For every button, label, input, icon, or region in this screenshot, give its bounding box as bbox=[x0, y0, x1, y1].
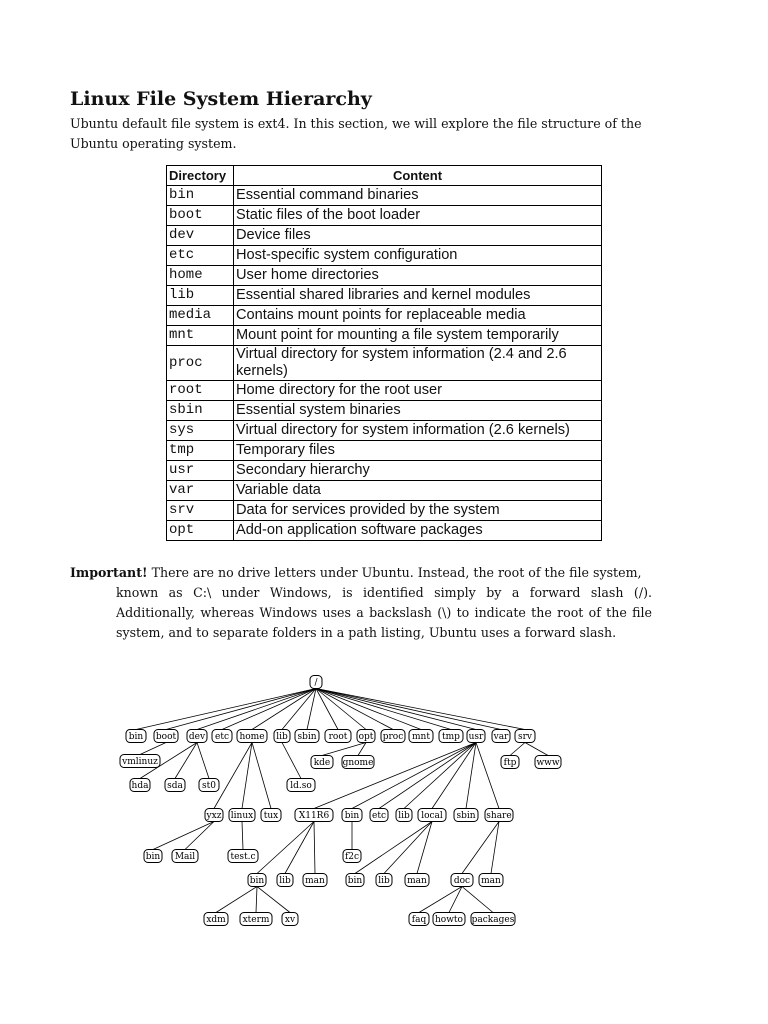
tree-connector bbox=[462, 887, 493, 913]
tree-node-linux bbox=[229, 809, 255, 822]
directory-cell: etc bbox=[167, 246, 234, 266]
tree-node-l-bin bbox=[346, 874, 364, 887]
tree-node-etc bbox=[212, 730, 232, 743]
table-row bbox=[167, 441, 602, 461]
table-row bbox=[167, 501, 602, 521]
tree-connector bbox=[510, 743, 525, 756]
content-cell: Add-on application software packages bbox=[234, 521, 602, 541]
table-row bbox=[167, 246, 602, 266]
table-row bbox=[167, 266, 602, 286]
tree-connector bbox=[462, 822, 499, 874]
content-cell: Mount point for mounting a file system temporarily bbox=[234, 326, 602, 346]
table-row bbox=[167, 286, 602, 306]
directory-cell: srv bbox=[167, 501, 234, 521]
tree-node-www bbox=[535, 756, 561, 769]
directory-cell: mnt bbox=[167, 326, 234, 346]
tree-node-howto bbox=[433, 913, 465, 926]
tree-node-label: srv bbox=[517, 732, 533, 743]
table-row bbox=[167, 381, 602, 401]
tree-node-gnome bbox=[342, 756, 374, 769]
tree-node-label: man bbox=[407, 876, 427, 887]
tree-node-x11r6 bbox=[295, 809, 333, 822]
tree-node-yxz-bin bbox=[144, 850, 162, 863]
directory-cell: bin bbox=[167, 186, 234, 206]
table-body bbox=[167, 186, 602, 541]
tree-node-hda bbox=[130, 779, 150, 792]
directory-cell: lib bbox=[167, 286, 234, 306]
directory-table bbox=[166, 165, 602, 541]
directory-cell: root bbox=[167, 381, 234, 401]
tree-connector bbox=[491, 822, 499, 874]
directory-cell: tmp bbox=[167, 441, 234, 461]
table-row bbox=[167, 521, 602, 541]
tree-node-label: howto bbox=[435, 915, 463, 926]
tree-node-label: st0 bbox=[202, 781, 216, 792]
tree-connector bbox=[242, 743, 252, 809]
important-text-rest: known as C:\ under Windows, is identified simply by a forward slash (/). Additionally, whereas Windows uses a backslash (\) to indicate the root of the file system, and to separate folders in a path listing, Ubuntu uses a forward slash. bbox=[116, 585, 652, 640]
tree-node-mnt bbox=[409, 730, 433, 743]
directory-cell: boot bbox=[167, 206, 234, 226]
directory-cell: sbin bbox=[167, 401, 234, 421]
tree-node-l-lib bbox=[376, 874, 392, 887]
content-cell: Host-specific system configuration bbox=[234, 246, 602, 266]
table-row bbox=[167, 481, 602, 501]
tree-connector bbox=[256, 887, 257, 913]
tree-node-label: lib bbox=[378, 876, 390, 887]
tree-node-label: man bbox=[481, 876, 501, 887]
tree-node-s-man bbox=[479, 874, 503, 887]
tree-node-root-dir bbox=[325, 730, 351, 743]
table-row bbox=[167, 421, 602, 441]
table-row bbox=[167, 401, 602, 421]
table-row bbox=[167, 461, 602, 481]
tree-node-home bbox=[237, 730, 267, 743]
tree-connector bbox=[316, 689, 451, 730]
tree-node-xdm bbox=[204, 913, 228, 926]
tree-node-label: X11R6 bbox=[298, 811, 330, 822]
tree-node-label: tmp bbox=[442, 732, 460, 743]
content-cell: Data for services provided by the system bbox=[234, 501, 602, 521]
tree-connector bbox=[476, 743, 499, 809]
tree-node-var bbox=[492, 730, 510, 743]
tree-connector bbox=[316, 689, 421, 730]
tree-connector bbox=[316, 689, 393, 730]
content-cell: Virtual directory for system information (2.6 kernels) bbox=[234, 421, 602, 441]
tree-node-label: tux bbox=[263, 811, 279, 822]
directory-cell: proc bbox=[167, 346, 234, 381]
table-row bbox=[167, 326, 602, 346]
tree-node-label: lib bbox=[276, 732, 288, 743]
tree-node-label: bin bbox=[128, 732, 144, 743]
tree-node-label: root bbox=[328, 732, 348, 743]
directory-cell: opt bbox=[167, 521, 234, 541]
tree-node-label: sbin bbox=[297, 732, 317, 743]
tree-connector bbox=[252, 689, 316, 730]
tree-connector bbox=[175, 743, 197, 779]
column-header-content: Content bbox=[234, 166, 602, 186]
tree-connector bbox=[185, 822, 214, 850]
tree-node-usr-bin bbox=[342, 809, 362, 822]
tree-node-proc bbox=[381, 730, 405, 743]
tree-node-label: bin bbox=[347, 876, 363, 887]
content-cell: Essential command binaries bbox=[234, 186, 602, 206]
content-cell: Contains mount points for replaceable media bbox=[234, 306, 602, 326]
tree-node-local bbox=[418, 809, 446, 822]
tree-node-label: opt bbox=[358, 732, 374, 743]
tree-node-label: proc bbox=[382, 732, 404, 743]
tree-node-label: etc bbox=[372, 811, 386, 822]
tree-node-label: mnt bbox=[412, 732, 430, 743]
table-row bbox=[167, 226, 602, 246]
tree-connector bbox=[352, 743, 476, 809]
table-row bbox=[167, 346, 602, 381]
tree-connector bbox=[222, 689, 316, 730]
tree-node-label: gnome bbox=[342, 758, 374, 769]
content-cell: Variable data bbox=[234, 481, 602, 501]
tree-node-root bbox=[310, 676, 322, 689]
tree-node-usr bbox=[467, 730, 485, 743]
content-cell: Temporary files bbox=[234, 441, 602, 461]
tree-node-label: boot bbox=[155, 732, 177, 743]
tree-node-label: ftp bbox=[503, 758, 517, 769]
important-label: Important! bbox=[70, 565, 148, 580]
tree-node-test-c bbox=[228, 850, 258, 863]
tree-connector bbox=[316, 689, 525, 730]
table-row bbox=[167, 186, 602, 206]
tree-connector bbox=[252, 743, 271, 809]
tree-node-tux bbox=[261, 809, 281, 822]
tree-node-label: Mail bbox=[174, 852, 196, 863]
tree-connector bbox=[316, 689, 476, 730]
tree-node-xterm bbox=[240, 913, 272, 926]
tree-connector bbox=[257, 822, 314, 874]
tree-connector bbox=[307, 689, 316, 730]
tree-node-label: test.c bbox=[230, 852, 256, 863]
tree-connector bbox=[466, 743, 476, 809]
column-header-directory: Directory bbox=[167, 166, 234, 186]
tree-node-usr-lib bbox=[396, 809, 412, 822]
tree-node-tmp bbox=[439, 730, 463, 743]
tree-connector bbox=[216, 887, 257, 913]
tree-connector bbox=[140, 743, 166, 755]
tree-node-usr-etc bbox=[370, 809, 388, 822]
tree-node-label: bin bbox=[344, 811, 360, 822]
tree-connector bbox=[432, 743, 476, 809]
tree-node-mail bbox=[172, 850, 198, 863]
tree-node-label: faq bbox=[411, 915, 427, 926]
content-cell: Secondary hierarchy bbox=[234, 461, 602, 481]
content-cell: User home directories bbox=[234, 266, 602, 286]
tree-node-sbin bbox=[295, 730, 319, 743]
important-text-first: There are no drive letters under Ubuntu. Instead, the root of the file system, bbox=[151, 565, 642, 580]
tree-node-label: / bbox=[314, 678, 318, 689]
table-header-row bbox=[167, 166, 602, 186]
tree-connector bbox=[316, 689, 501, 730]
directory-cell: usr bbox=[167, 461, 234, 481]
tree-connector bbox=[214, 743, 252, 809]
tree-node-label: share bbox=[486, 811, 512, 822]
tree-node-share bbox=[485, 809, 513, 822]
tree-node-label: var bbox=[493, 732, 509, 743]
content-cell: Virtual directory for system information (2.4 and 2.6 kernels) bbox=[234, 346, 602, 381]
tree-node-label: home bbox=[239, 732, 265, 743]
tree-node-label: bin bbox=[145, 852, 161, 863]
tree-node-label: sbin bbox=[456, 811, 476, 822]
tree-node-opt bbox=[357, 730, 375, 743]
tree-node-ftp bbox=[501, 756, 519, 769]
tree-node-x-bin bbox=[248, 874, 266, 887]
tree-connector bbox=[314, 822, 315, 874]
tree-node-xv bbox=[282, 913, 298, 926]
tree-node-label: kde bbox=[313, 758, 331, 769]
tree-node-label: vmlinuz bbox=[122, 757, 158, 768]
content-cell: Essential system binaries bbox=[234, 401, 602, 421]
tree-connector bbox=[314, 743, 476, 809]
tree-node-usr-sbin bbox=[454, 809, 478, 822]
intro-paragraph: Ubuntu default file system is ext4. In this section, we will explore the file structure of the Ubuntu operating system. bbox=[70, 116, 642, 151]
tree-node-label: f2c bbox=[344, 852, 360, 863]
tree-connector bbox=[282, 743, 301, 779]
content-cell: Essential shared libraries and kernel modules bbox=[234, 286, 602, 306]
directory-cell: media bbox=[167, 306, 234, 326]
tree-node-sda bbox=[165, 779, 185, 792]
tree-node-yxz bbox=[205, 809, 223, 822]
tree-node-label: xdm bbox=[206, 915, 226, 926]
directory-cell: sys bbox=[167, 421, 234, 441]
tree-connector bbox=[379, 743, 476, 809]
tree-node-label: xv bbox=[284, 915, 296, 926]
tree-node-label: linux bbox=[230, 811, 254, 822]
tree-node-label: man bbox=[305, 876, 325, 887]
tree-node-label: yxz bbox=[206, 811, 222, 822]
tree-node-faq bbox=[409, 913, 429, 926]
tree-node-label: sda bbox=[167, 781, 183, 792]
tree-connector bbox=[197, 689, 316, 730]
tree-node-label: lib bbox=[398, 811, 410, 822]
tree-connector bbox=[136, 689, 316, 730]
content-cell: Home directory for the root user bbox=[234, 381, 602, 401]
directory-cell: var bbox=[167, 481, 234, 501]
tree-nodes bbox=[120, 676, 561, 926]
tree-node-packages bbox=[471, 913, 515, 926]
tree-node-label: etc bbox=[215, 732, 229, 743]
tree-connector bbox=[197, 743, 209, 779]
tree-node-label: www bbox=[536, 758, 560, 769]
tree-node-srv bbox=[515, 730, 535, 743]
tree-node-label: lib bbox=[279, 876, 291, 887]
content-cell: Device files bbox=[234, 226, 602, 246]
directory-cell: home bbox=[167, 266, 234, 286]
tree-connector bbox=[355, 822, 432, 874]
important-note bbox=[70, 563, 652, 643]
tree-node-doc bbox=[451, 874, 473, 887]
tree-node-label: local bbox=[421, 811, 443, 822]
tree-connector bbox=[242, 822, 243, 850]
tree-node-boot bbox=[154, 730, 178, 743]
tree-node-label: dev bbox=[188, 732, 206, 743]
tree-node-label: bin bbox=[249, 876, 265, 887]
tree-node-label: usr bbox=[468, 732, 484, 743]
tree-node-x-man bbox=[303, 874, 327, 887]
content-cell: Static files of the boot loader bbox=[234, 206, 602, 226]
tree-node-x-lib bbox=[277, 874, 293, 887]
tree-node-ld-so bbox=[287, 779, 315, 792]
file-system-tree-diagram bbox=[0, 660, 768, 940]
tree-node-vmlinuz bbox=[120, 755, 160, 768]
page-title: Linux File System Hierarchy bbox=[70, 88, 372, 110]
tree-node-label: ld.so bbox=[290, 781, 312, 792]
tree-connector bbox=[153, 822, 214, 850]
tree-connector bbox=[166, 689, 316, 730]
tree-node-lib bbox=[274, 730, 290, 743]
tree-node-kde bbox=[311, 756, 333, 769]
tree-connector bbox=[285, 822, 314, 874]
tree-node-label: doc bbox=[453, 876, 471, 887]
tree-node-label: hda bbox=[131, 781, 149, 792]
tree-node-l-man bbox=[405, 874, 429, 887]
tree-node-f2c bbox=[343, 850, 361, 863]
table-row bbox=[167, 206, 602, 226]
tree-node-label: packages bbox=[471, 915, 515, 926]
tree-node-label: xterm bbox=[242, 915, 270, 926]
directory-cell: dev bbox=[167, 226, 234, 246]
tree-node-bin bbox=[126, 730, 146, 743]
tree-connector bbox=[525, 743, 548, 756]
tree-node-dev bbox=[187, 730, 207, 743]
tree-connector bbox=[257, 887, 290, 913]
table-row bbox=[167, 306, 602, 326]
tree-node-st0 bbox=[199, 779, 219, 792]
